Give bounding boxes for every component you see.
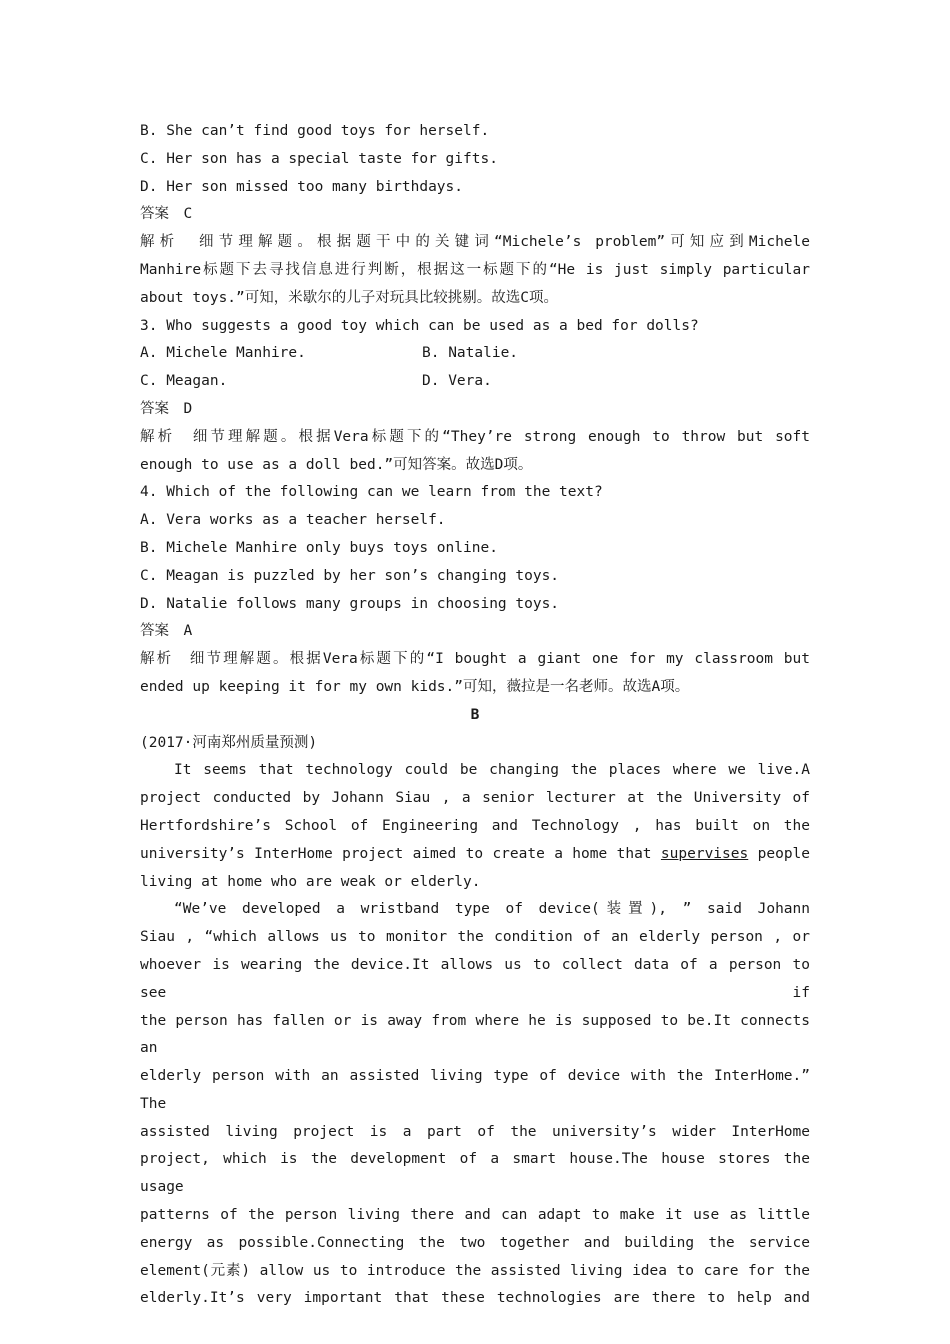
q3-question: 3. Who suggests a good toy which can be used as a bed for dolls?	[140, 317, 699, 334]
passage-p2-line-1: “We’ve developed a wristband type of device(装置), ” said Johann	[174, 901, 810, 918]
q2-analysis-line-3: about toys.”可知，米歇尔的儿子对玩具比较挑剔。故选C项。	[140, 289, 558, 306]
q3-option-d: D. Vera.	[422, 373, 492, 390]
q3-options-row-1	[140, 340, 810, 368]
passage-p2-line-6: assisted living project is a part of the university’s wider InterHome	[140, 1123, 810, 1140]
passage-heading: B	[470, 706, 480, 723]
q2-analysis-line-2: Manhire标题下去寻找信息进行判断，根据这一标题下的“He is just simply particular	[140, 261, 810, 278]
page-content	[140, 118, 810, 1313]
q2-option-b: B. She can’t find good toys for herself.	[140, 123, 490, 139]
underlined-word: supervises	[660, 845, 749, 862]
q2-option-d: D. Her son missed too many birthdays.	[140, 178, 464, 195]
passage-p1-line-2: project conducted by Johann Siau , a senior lecturer at the University of	[140, 790, 810, 807]
passage-p2-line-3: whoever is wearing the device.It allows us to collect data of a person to see if	[140, 956, 810, 1001]
passage-p1-line-4-start: university’s InterHome project aimed to create a home that	[140, 845, 652, 862]
q4-analysis-line-1: 解析 细节理解题。根据Vera标题下的“I bought a giant one for my classroom but	[140, 651, 810, 668]
q2-analysis-line-1: 解析 细节理解题。根据题干中的关键词“Michele’s problem”可知应到Michele	[140, 234, 810, 251]
passage-source: (2017·河南郑州质量预测)	[140, 734, 318, 751]
q4-option-b: B. Michele Manhire only buys toys online.	[140, 539, 498, 556]
q2-option-c: C. Her son has a special taste for gifts.	[140, 150, 498, 167]
passage-p2-line-9: energy as possible.Connecting the two together and building the service	[140, 1234, 810, 1251]
q3-option-c: C. Meagan.	[140, 373, 228, 390]
passage-p1-line-3: Hertfordshire’s School of Engineering and Technology , has built on the	[140, 817, 810, 834]
passage-p2-line-5: elderly person with an assisted living type of device with the InterHome.” The	[140, 1068, 810, 1112]
passage-p1-line-4	[140, 841, 810, 869]
passage-p2-line-8: patterns of the person living there and can adapt to make it use as little	[140, 1207, 810, 1224]
q3-options-row-2	[140, 368, 810, 396]
q4-option-a: A. Vera works as a teacher herself.	[140, 512, 446, 529]
passage-p2-line-11: elderly.It’s very important that these technologies are there to help and	[140, 1290, 810, 1307]
passage-p1-line-4-end: people	[757, 845, 811, 862]
q4-answer: 答案 A	[140, 623, 193, 640]
q3-analysis-line-1: 解析 细节理解题。根据Vera标题下的“They’re strong enough to throw but soft	[140, 428, 810, 445]
q3-option-a: A. Michele Manhire.	[140, 345, 306, 362]
passage-p2-line-10: element(元素) allow us to introduce the assisted living idea to care for the	[140, 1262, 810, 1279]
q4-question: 4. Which of the following can we learn from the text?	[140, 484, 603, 501]
passage-p2-line-4: the person has fallen or is away from where he is supposed to be.It connects an	[140, 1012, 810, 1057]
q2-answer: 答案 C	[140, 206, 193, 223]
q3-answer: 答案 D	[140, 400, 193, 417]
q3-analysis-line-2: enough to use as a doll bed.”可知答案。故选D项。	[140, 456, 533, 473]
q3-option-b: B. Natalie.	[422, 345, 519, 362]
passage-p2-line-2: Siau , “which allows us to monitor the condition of an elderly person , or	[140, 929, 810, 946]
q4-option-c: C. Meagan is puzzled by her son’s changing toys.	[140, 567, 560, 584]
passage-p1-line-1: It seems that technology could be changing the places where we live.A	[174, 762, 810, 779]
passage-p1-line-5: living at home who are weak or elderly.	[140, 873, 481, 890]
q4-option-d: D. Natalie follows many groups in choosing toys.	[140, 595, 560, 612]
passage-p2-line-7: project, which is the development of a smart house.The house stores the usage	[140, 1151, 810, 1196]
q4-analysis-line-2: ended up keeping it for my own kids.”可知，薇拉是一名老师。故选A项。	[140, 678, 690, 695]
